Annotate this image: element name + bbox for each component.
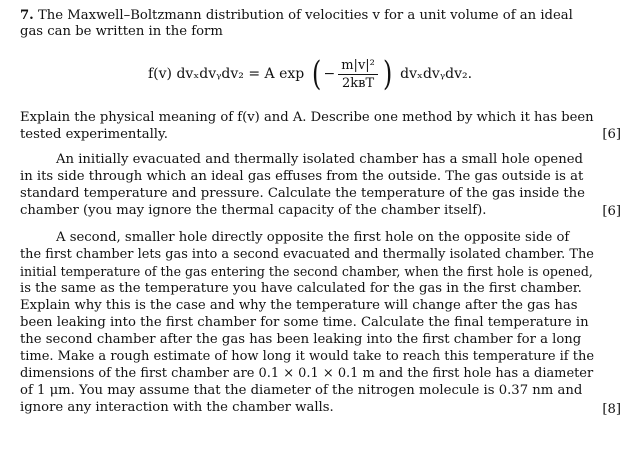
equation-lhs: f(v) dvₓdvᵧdv₂ = A exp xyxy=(148,66,305,82)
equation-fraction xyxy=(338,58,378,91)
maxwell-boltzmann-equation xyxy=(148,52,472,96)
question-intro-text-1: The Maxwell–Boltzmann distribution of velocities v for a unit volume of an ideal xyxy=(37,8,573,23)
part1-line-2: tested experimentally. xyxy=(20,127,168,142)
part2-line-2: in its side through which an ideal gas effuses from the outside. The gas outside is at xyxy=(20,169,584,184)
question-intro-line-2: gas can be written in the form xyxy=(20,24,223,39)
part2-line-4: chamber (you may ignore the thermal capacity of the chamber itself). xyxy=(20,203,487,218)
part3-line-8: time. Make a rough estimate of how long it would take to reach this temperature if the xyxy=(20,349,595,364)
part3-line-5: Explain why this is the case and why the temperature will change after the gas has xyxy=(20,298,578,313)
part3-line-7: the second chamber after the gas has been leaking into the first chamber for a long xyxy=(20,332,582,347)
question-number: 7. xyxy=(20,8,34,23)
part1-line-1: Explain the physical meaning of f(v) and A. Describe one method by which it has been xyxy=(20,110,594,125)
equation-numerator: m|v|² xyxy=(338,58,378,75)
equation-denominator: 2kʙT xyxy=(341,75,375,91)
part2-line-1: An initially evacuated and thermally isolated chamber has a small hole opened xyxy=(56,152,583,167)
part3-marks: [8] xyxy=(602,402,621,417)
part2-marks: [6] xyxy=(602,204,621,219)
equation-left-paren: ( xyxy=(312,54,322,94)
equation-minus: − xyxy=(323,66,336,82)
part3-line-3: initial temperature of the gas entering the second chamber, when the first hole is opened, xyxy=(20,264,593,279)
part3-line-1: A second, smaller hole directly opposite the first hole on the opposite side of xyxy=(56,230,570,245)
equation-right-paren: ) xyxy=(382,54,393,94)
part1-marks: [6] xyxy=(602,127,621,142)
part3-line-6: been leaking into the first chamber for some time. Calculate the final temperature in xyxy=(20,315,589,330)
question-intro-line-1 xyxy=(20,8,573,24)
part3-line-4: is the same as the temperature you have calculated for the gas in the first chamber. xyxy=(20,281,582,296)
part3-line-2: the first chamber lets gas into a second evacuated and thermally isolated chamber. The xyxy=(20,247,594,262)
equation-rhs: dvₓdvᵧdv₂. xyxy=(400,66,473,82)
part3-line-10: of 1 μm. You may assume that the diameter of the nitrogen molecule is 0.37 nm and xyxy=(20,383,583,398)
part2-line-3: standard temperature and pressure. Calculate the temperature of the gas inside the xyxy=(20,186,585,201)
part3-line-9: dimensions of the first chamber are 0.1 × 0.1 × 0.1 m and the first hole has a diameter xyxy=(20,366,594,381)
part3-line-11: ignore any interaction with the chamber walls. xyxy=(20,400,334,415)
